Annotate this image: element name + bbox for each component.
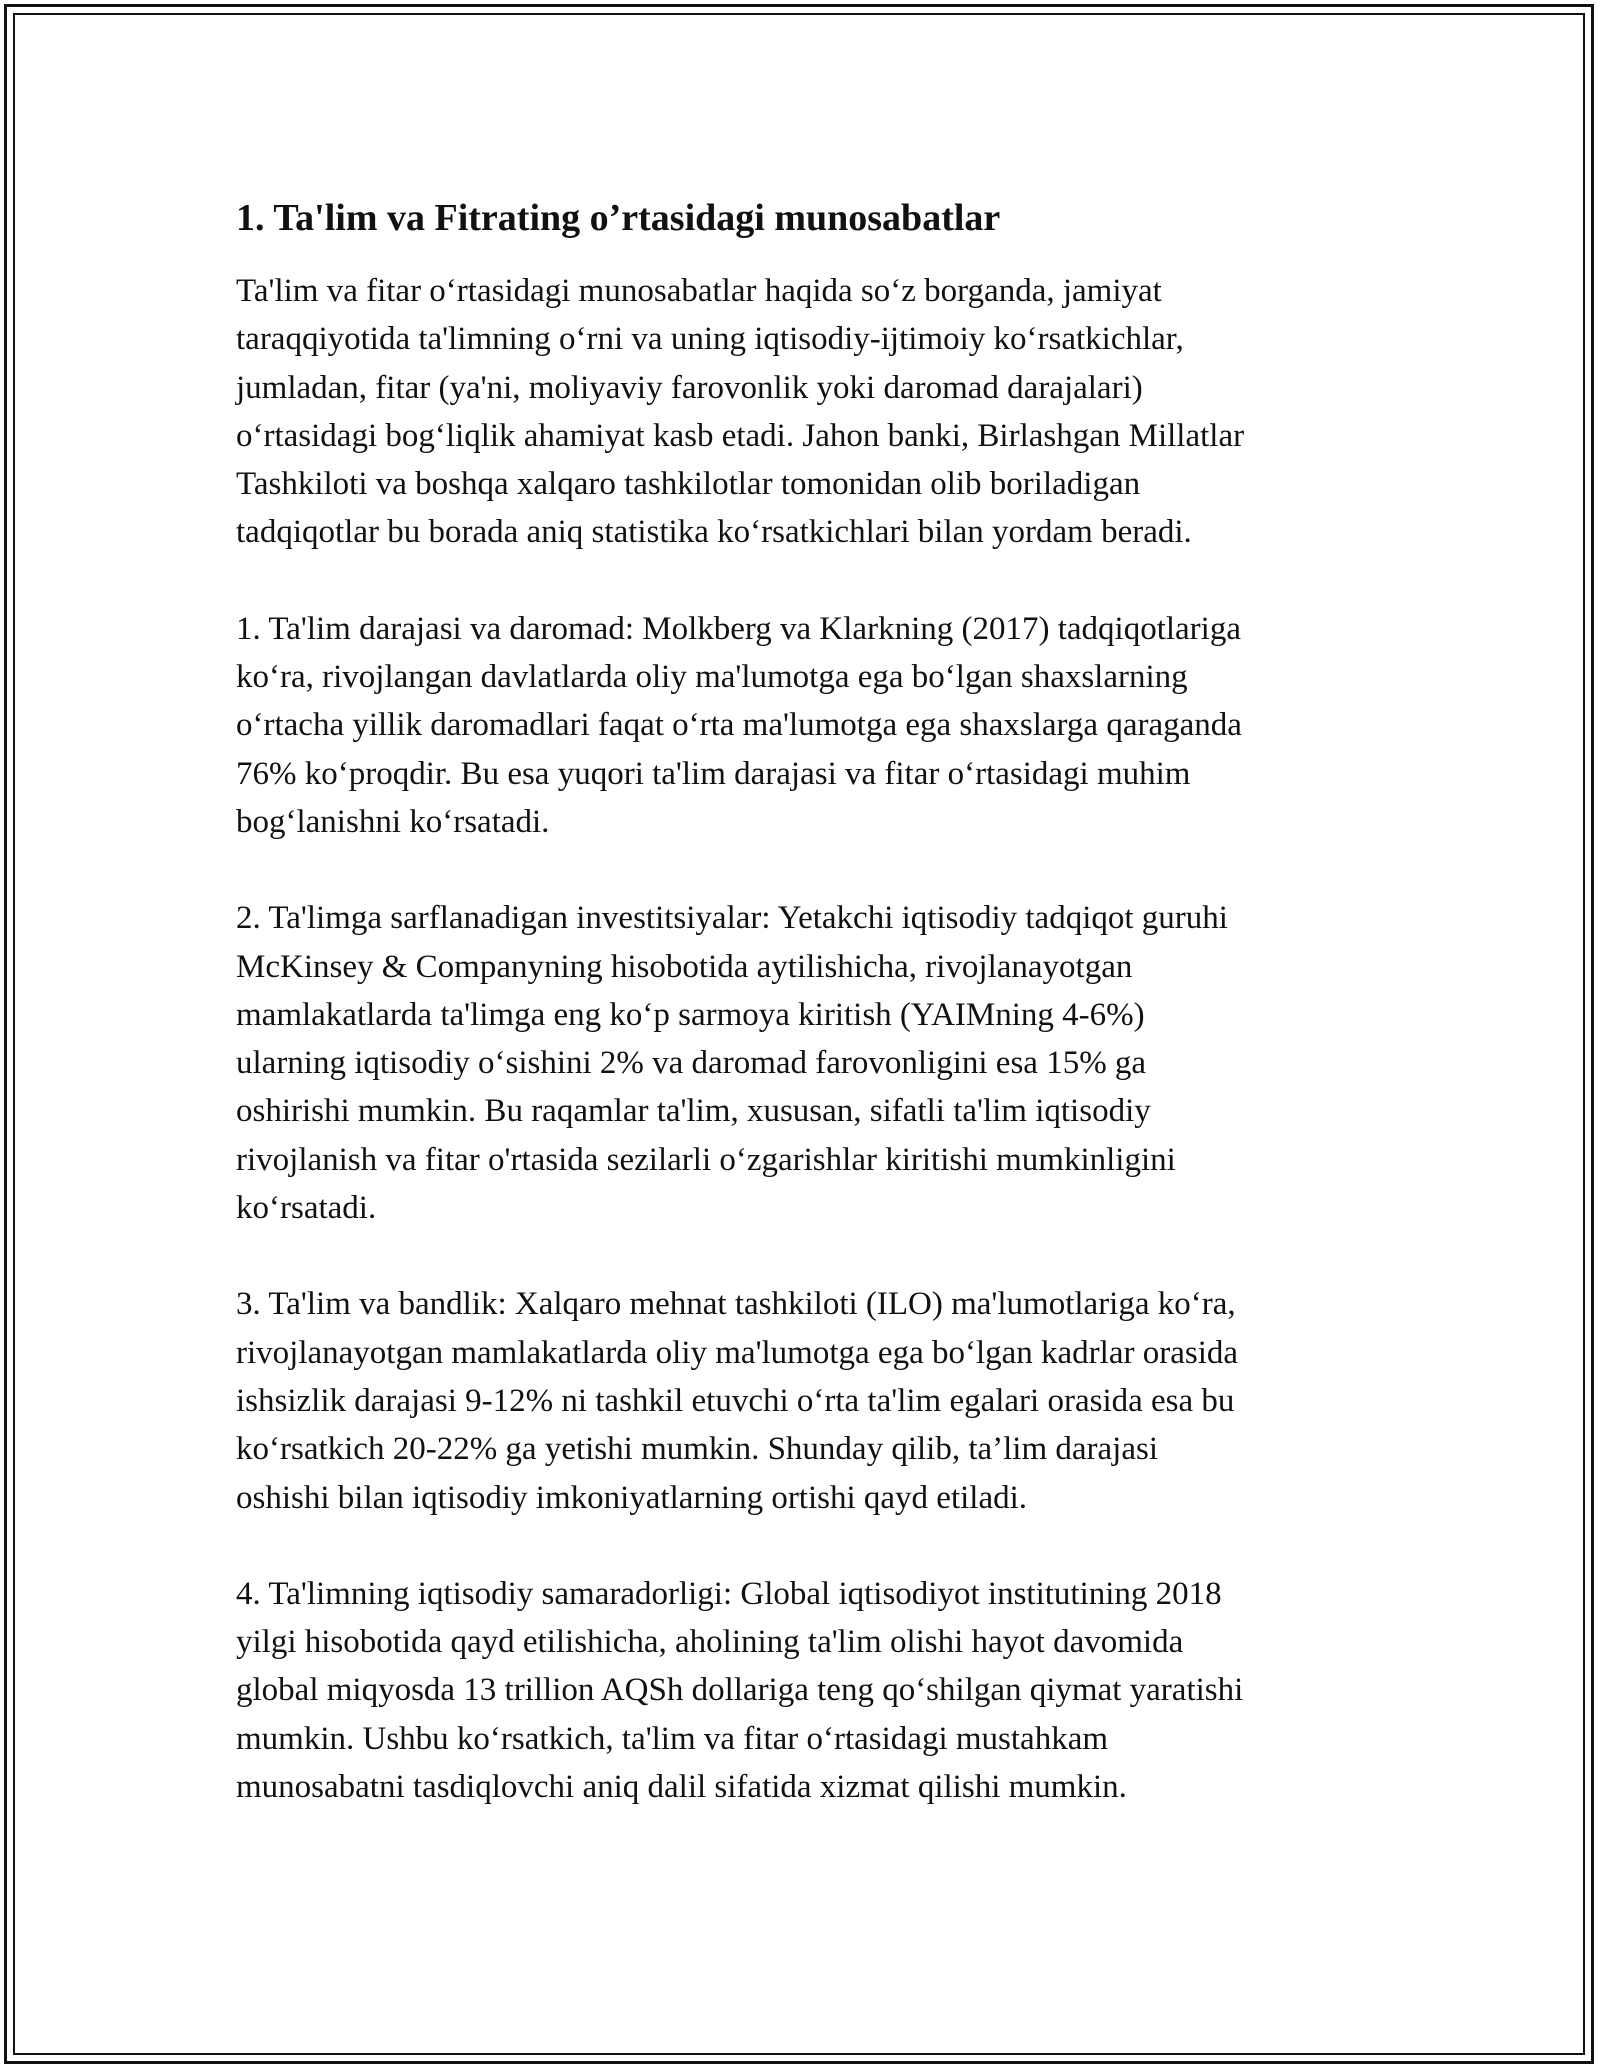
- text-line: oshishi bilan iqtisodiy imkoniyatlarning ortishi qayd etiladi.: [236, 1479, 1028, 1516]
- text-line: Tashkiloti va boshqa xalqaro tashkilotlar tomonidan olib boriladigan: [236, 466, 1141, 503]
- paragraph-item-3: [236, 1280, 1371, 1521]
- text-line: tadqiqotlar bu borada aniq statistika ko‘rsatkichlari bilan yordam beradi.: [236, 514, 1192, 551]
- text-line: mamlakatlarda ta'limga eng ko‘p sarmoya kiritish (YAIMning 4-6%): [236, 996, 1145, 1033]
- text-line: 2. Ta'limga sarflanadigan investitsiyalar: Yetakchi iqtisodiy tadqiqot guruhi: [236, 900, 1228, 937]
- text-line: jumladan, fitar (ya'ni, moliyaviy farovonlik yoki daromad darajalari): [236, 369, 1143, 406]
- document-title: 1. Ta'lim va Fitrating o’rtasidagi munosabatlar: [236, 197, 1001, 239]
- text-line: global miqyosda 13 trillion AQSh dollariga teng qo‘shilgan qiymat yaratishi: [236, 1672, 1244, 1709]
- text-line: 3. Ta'lim va bandlik: Xalqaro mehnat tashkiloti (ILO) ma'lumotlariga ko‘ra,: [236, 1286, 1236, 1323]
- paragraph-item-2: [236, 894, 1371, 1232]
- text-line: ko‘rsatkich 20-22% ga yetishi mumkin. Shunday qilib, ta’lim darajasi: [236, 1431, 1159, 1468]
- text-line: o‘rtacha yillik daromadlari faqat o‘rta ma'lumotga ega shaxslarga qaraganda: [236, 707, 1242, 744]
- text-line: yilgi hisobotida qayd etilishicha, aholining ta'lim olishi hayot davomida: [236, 1624, 1184, 1661]
- text-line: 4. Ta'limning iqtisodiy samaradorligi: Global iqtisodiyot institutining 2018: [236, 1575, 1222, 1612]
- text-line: 76% ko‘proqdir. Bu esa yuqori ta'lim darajasi va fitar o‘rtasidagi muhim: [236, 755, 1191, 792]
- text-line: ularning iqtisodiy o‘sishini 2% va daromad farovonligini esa 15% ga: [236, 1045, 1147, 1082]
- text-line: rivojlanish va fitar o'rtasida sezilarli o‘zgarishlar kiritishi mumkinligini: [236, 1141, 1176, 1178]
- text-line: ko‘ra, rivojlangan davlatlarda oliy ma'lumotga ega bo‘lgan shaxslarning: [236, 659, 1188, 696]
- document-body: [236, 180, 1371, 1859]
- text-line: Ta'lim va fitar o‘rtasidagi munosabatlar haqida so‘z borganda, jamiyat: [236, 273, 1162, 309]
- text-line: rivojlanayotgan mamlakatlarda oliy ma'lumotga ega bo‘lgan kadrlar orasida: [236, 1334, 1239, 1371]
- text-line: ko‘rsatadi.: [236, 1190, 377, 1227]
- text-line: bog‘lanishni ko‘rsatadi.: [236, 803, 550, 840]
- text-line: ishsizlik darajasi 9-12% ni tashkil etuvchi o‘rta ta'lim egalari orasida esa bu: [236, 1382, 1235, 1419]
- text-line: mumkin. Ushbu ko‘rsatkich, ta'lim va fitar o‘rtasidagi mustahkam: [236, 1720, 1109, 1757]
- text-line: munosabatni tasdiqlovchi aniq dalil sifatida xizmat qilishi mumkin.: [236, 1769, 1127, 1806]
- text-line: o‘rtasidagi bog‘liqlik ahamiyat kasb etadi. Jahon banki, Birlashgan Millatlar: [236, 417, 1245, 454]
- text-line: oshirishi mumkin. Bu raqamlar ta'lim, xususan, sifatli ta'lim iqtisodiy: [236, 1093, 1151, 1130]
- paragraph-item-4: [236, 1570, 1371, 1811]
- text-line: 1. Ta'lim darajasi va daromad: Molkberg va Klarkning (2017) tadqiqotlariga: [236, 610, 1241, 647]
- paragraph-intro: [236, 267, 1371, 557]
- text-line: taraqqiyotida ta'limning o‘rni va uning iqtisodiy-ijtimoiy ko‘rsatkichlar,: [236, 321, 1184, 358]
- text-line: McKinsey & Companyning hisobotida aytilishicha, rivojlanayotgan: [236, 948, 1133, 985]
- paragraph-item-1: [236, 605, 1371, 846]
